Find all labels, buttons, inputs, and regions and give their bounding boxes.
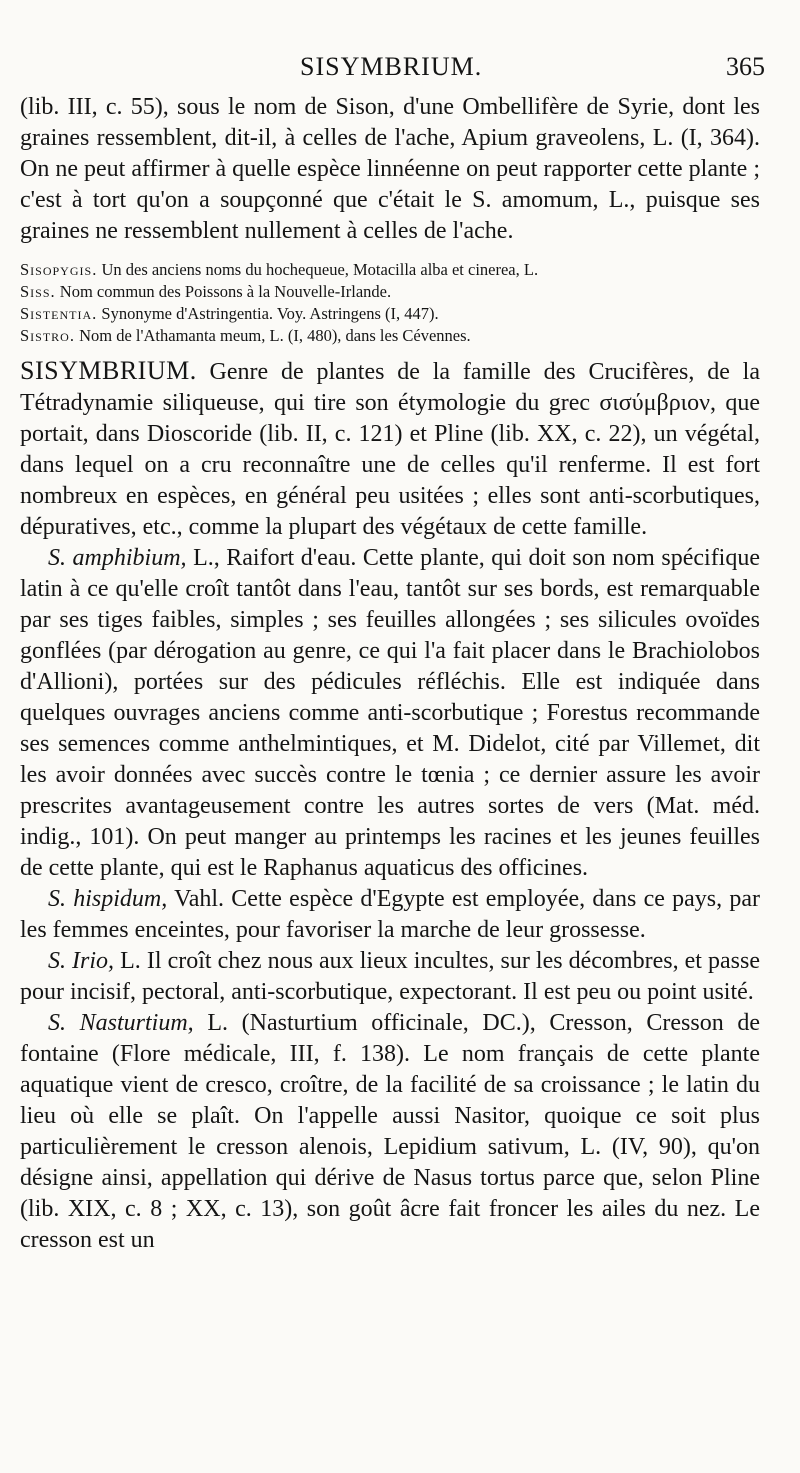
entry-text: Nom commun des Poissons à la Nouvelle-Irlande. xyxy=(59,282,392,301)
running-head: SISYMBRIUM. xyxy=(300,52,483,81)
species-hispidum xyxy=(20,884,760,946)
main-entry-paragraph xyxy=(20,355,760,543)
entry-head: Sistro. xyxy=(20,326,75,345)
entry-head: Sistentia. xyxy=(20,304,98,323)
entry-head: Siss. xyxy=(20,282,56,301)
main-entry-head: SISYMBRIUM. xyxy=(20,356,197,385)
entry-text: Synonyme d'Astringentia. Voy. Astringens (I, 447). xyxy=(101,304,439,323)
main-entry-text: Genre de plantes de la famille des Crucifères, de la Tétradynamie siliqueuse, qui tire son étymologie du grec σισύμβριον, que portait, dans Dioscoride (lib. II, c. 121) et Pline (lib. XX, c. 22), un végétal, dans lequel on a cru reconnaître une de celles qu'il renferme. Il est fort nombreux en espèces, en général peu usitées ; elles sont anti-scorbutiques, dépuratives, etc., comme la plupart des végétaux de cette famille. xyxy=(20,359,761,540)
entry-text: Un des anciens noms du hochequeue, Motacilla alba et cinerea, L. xyxy=(101,260,539,279)
page-header xyxy=(300,52,765,92)
species-text: L., Raifort d'eau. Cette plante, qui doit son nom spécifique latin à ce qu'elle croît tantôt dans l'eau, tantôt sur ses bords, est remarquable par ses tiges faibles, simples ; ses feuilles allongées ; ses silicules ovoïdes gonflées (par dérogation au genre, ce qui l'a fait placer dans le Brachiolobos d'Allioni), portées sur des pédicules réfléchis. Elle est indiquée dans quelques ouvrages anciens comme anti-scorbutique ; Forestus recommande ses semences comme anthelmintiques, et M. Didelot, cité par Villemet, dit les avoir données avec succès contre le tœnia ; ce dernier assure les avoir prescrites avantageusement contre les autres sortes de vers (Mat. méd. indig., 101). On peut manger au printemps les racines et les jeunes feuilles de cette plante, qui est le Raphanus aquaticus des officines. xyxy=(20,545,761,881)
species-text: Vahl. Cette espèce d'Egypte est employée, dans ce pays, par les femmes enceintes, pour favoriser la marche de leur grossesse. xyxy=(20,886,760,943)
entry-text: Nom de l'Athamanta meum, L. (I, 480), dans les Cévennes. xyxy=(79,326,471,345)
continuation-paragraph: (lib. III, c. 55), sous le nom de Sison, d'une Ombellifère de Syrie, dont les graines ressemblent, dit-il, à celles de l'ache, Apium graveolens, L. (I, 364). On ne peut affirmer à quelle espèce linnéenne on peut rapporter cette plante ; c'est à tort qu'on a soupçonné que c'était le S. amomum, L., puisque ses graines ne ressemblent nullement à celles de l'ache. xyxy=(20,94,760,244)
entry-siss xyxy=(20,281,760,303)
species-name: S. hispidum, xyxy=(48,886,168,912)
species-name: S. Irio, xyxy=(48,948,115,974)
entry-sistentia xyxy=(20,303,760,325)
species-irio xyxy=(20,946,760,1008)
small-entries xyxy=(20,259,760,347)
species-text: L. (Nasturtium officinale, DC.), Cresson, Cresson de fontaine (Flore médicale, III, f. 138). Le nom français de cette plante aquatique vient de cresco, croître, de la facilité de sa croissance ; le latin du lieu où elle se plaît. On l'appelle aussi Nasitor, quoique ce soit plus particulièrement le cresson alenois, Lepidium sativum, L. (IV, 90), qu'on désigne ainsi, appellation qui dérive de Nasus tortus parce que, selon Pline (lib. XIX, c. 8 ; XX, c. 13), son goût âcre fait froncer les ailes du nez. Le cresson est un xyxy=(20,1010,760,1253)
species-text: L. Il croît chez nous aux lieux incultes, sur les décombres, et passe pour incisif, pectoral, anti-scorbutique, expectorant. Il est peu ou point usité. xyxy=(20,948,761,1005)
entry-sisopygis xyxy=(20,259,760,281)
page-number: 365 xyxy=(726,52,765,81)
species-nasturtium xyxy=(20,1008,760,1256)
species-name: S. Nasturtium, xyxy=(48,1010,194,1036)
entry-sistro xyxy=(20,325,760,347)
entry-head: Sisopygis. xyxy=(20,260,98,279)
species-amphibium xyxy=(20,543,760,884)
page-body xyxy=(20,92,760,1256)
species-name: S. amphibium, xyxy=(48,545,187,571)
